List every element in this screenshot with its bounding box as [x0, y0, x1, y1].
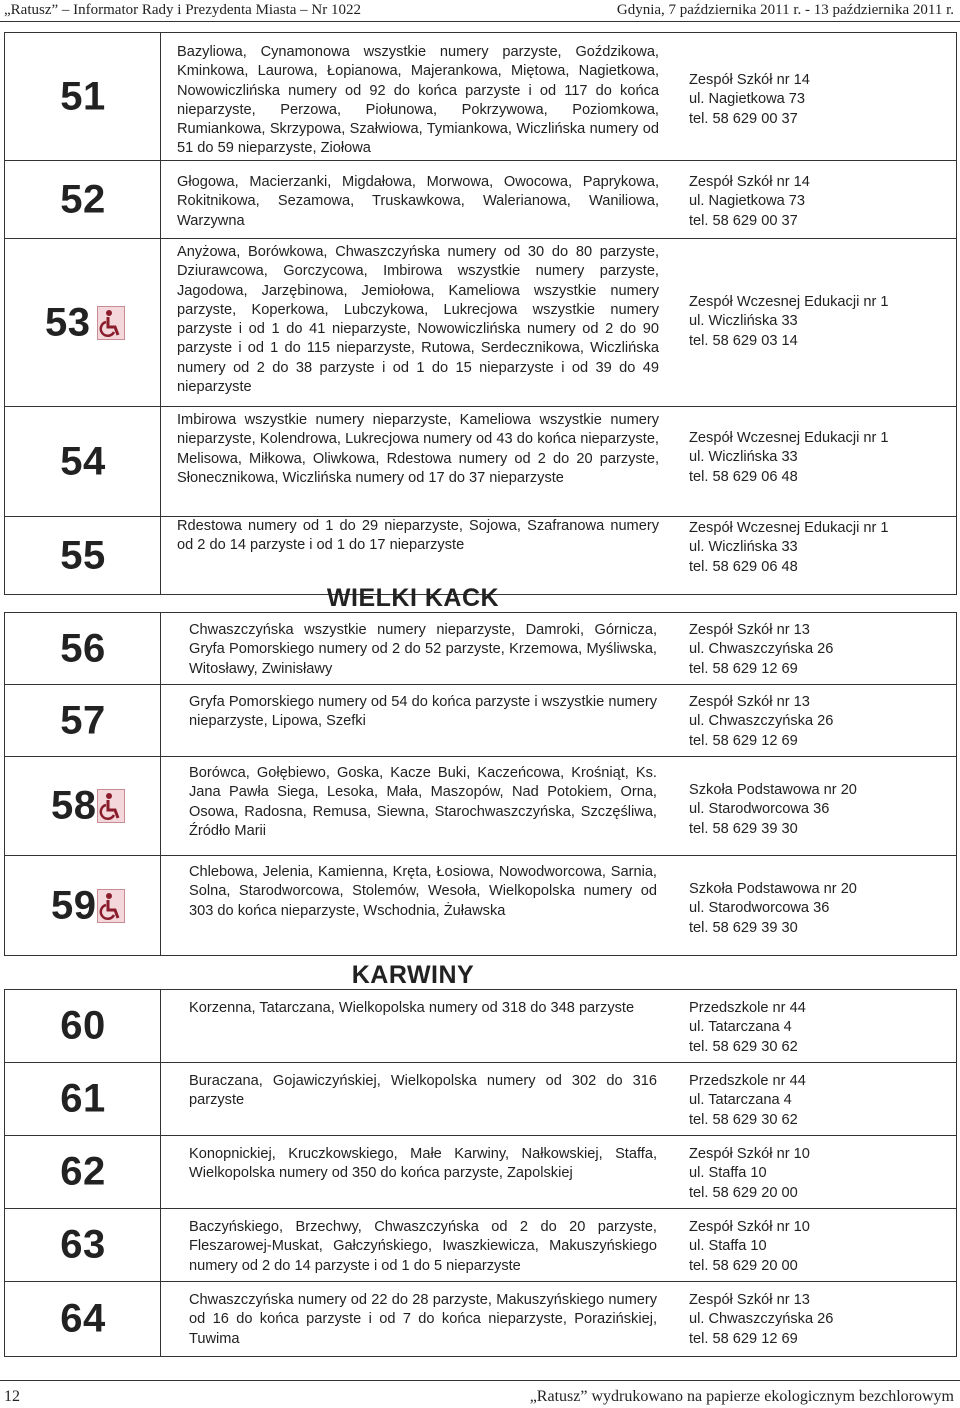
school-phone: tel. 58 629 12 69	[689, 1330, 798, 1347]
district-number-cell	[5, 407, 161, 516]
section-title-karwiny: KARWINY	[351, 961, 475, 989]
section-title-wielki-kack: WIELKI KACK	[326, 584, 500, 612]
header-publication: „Ratusz” – Informator Rady i Prezydenta Miasta – Nr 1022	[4, 2, 361, 18]
school-phone: tel. 58 629 30 62	[689, 1038, 798, 1055]
table-row	[5, 407, 956, 517]
streets-list: Chwaszczyńska numery od 22 do 28 parzyste, Makuszyńskiego numery od 16 do końca parzyste i od 7 do końca nieparzyste, Porazińskiej, Tuwima	[189, 1292, 657, 1347]
streets-list: Buraczana, Gojawiczyńskiej, Wielkopolska numery od 302 do 316 parzyste	[189, 1073, 657, 1109]
table-row	[5, 517, 956, 594]
district-number-cell	[5, 1282, 161, 1356]
school-name: Zespół Wczesnej Edukacji nr 1	[689, 430, 889, 446]
wheelchair-accessible-icon	[97, 889, 125, 923]
school-address: ul. Wiczlińska 33	[689, 539, 798, 556]
school-info	[689, 1218, 951, 1276]
streets-list: Rdestowa numery od 1 do 29 nieparzyste, Sojowa, Szafranowa numery od 2 do 14 parzyste i od 1 do 17 nieparzyste	[177, 518, 659, 554]
district-number-cell	[5, 1063, 161, 1135]
district-number: 64	[60, 1296, 106, 1341]
school-name: Szkoła Podstawowa nr 20	[689, 881, 857, 897]
streets-list: Korzenna, Tatarczana, Wielkopolska numery od 318 do 348 parzyste	[189, 1000, 635, 1016]
page-number: 12	[4, 1388, 20, 1405]
school-name: Szkoła Podstawowa nr 20	[689, 782, 857, 798]
table-row	[5, 757, 956, 856]
table-row	[5, 33, 956, 161]
table-row	[5, 990, 956, 1063]
school-info	[689, 1072, 951, 1130]
district-number: 51	[60, 74, 106, 118]
district-number: 56	[60, 626, 106, 670]
school-address: ul. Tatarczana 4	[689, 1092, 792, 1109]
district-number: 61	[60, 1076, 106, 1121]
streets-list: Imbirowa wszystkie numery nieparzyste, Kameliowa wszystkie numery nieparzyste, Kolendrowa, Lukrecjowa numery od 43 do końca nieparzyste, Melisowa, Miłkowa, Oliwkowa, Rdestowa numery od 2 do 20 parzyste, Słonecznikowa, Wiczlińska numery od 17 do 37 nieparzyste	[177, 412, 659, 486]
district-table-1	[4, 32, 957, 595]
district-number: 55	[60, 533, 106, 577]
school-info	[689, 519, 951, 577]
school-phone: tel. 58 629 39 30	[689, 919, 798, 936]
school-address: ul. Wiczlińska 33	[689, 313, 798, 330]
school-info	[689, 1291, 951, 1349]
district-table-2	[4, 612, 957, 956]
district-number-cell	[5, 239, 161, 406]
table-row	[5, 685, 956, 757]
district-number-cell	[5, 517, 161, 594]
streets-list: Głogowa, Macierzanki, Migdałowa, Morwowa, Owocowa, Paprykowa, Rokitnikowa, Sezamowa, Truskawkowa, Walerianowa, Waniliowa, Warzywna	[177, 174, 659, 229]
table-row	[5, 1209, 956, 1282]
school-address: ul. Nagietkowa 73	[689, 193, 806, 210]
school-name: Zespół Szkół nr 13	[689, 1292, 810, 1308]
school-name: Zespół Szkół nr 10	[689, 1146, 810, 1162]
district-number-cell	[5, 990, 161, 1062]
streets-list: Borówca, Gołębiewo, Goska, Kacze Buki, Kaczeńcowa, Krośniąt, Ks. Jana Pawła Siega, Lesoka, Mała, Maszopów, Nad Potokiem, Orna, Osowa, Radosna, Remusa, Siewna, Starochwaszczyńska, Szczęśliwa, Źródło Marii	[189, 765, 657, 839]
school-phone: tel. 58 629 06 48	[689, 468, 798, 485]
school-address: ul. Wiczlińska 33	[689, 449, 798, 466]
table-row	[5, 1136, 956, 1209]
school-address: ul. Chwaszczyńska 26	[689, 641, 834, 658]
school-address: ul. Tatarczana 4	[689, 1019, 792, 1036]
district-number: 58	[51, 783, 97, 828]
school-name: Zespół Szkół nr 14	[689, 174, 810, 190]
table-row	[5, 239, 956, 407]
wheelchair-accessible-icon	[97, 789, 125, 823]
school-name: Zespół Szkół nr 13	[689, 694, 810, 710]
district-number-cell	[5, 1209, 161, 1281]
school-info	[689, 999, 951, 1057]
district-number-cell	[5, 161, 161, 238]
school-info	[689, 693, 951, 751]
school-name: Zespół Szkół nr 13	[689, 622, 810, 638]
school-info	[689, 429, 951, 487]
school-address: ul. Staffa 10	[689, 1238, 767, 1255]
school-info	[689, 880, 951, 938]
streets-list: Chwaszczyńska wszystkie numery nieparzyste, Damroki, Górnicza, Gryfa Pomorskiego numery od 2 do 52 parzyste, Krzemowa, Myśliwska, Witosławy, Zwinisławy	[189, 622, 657, 677]
school-phone: tel. 58 629 12 69	[689, 660, 798, 677]
district-number: 60	[60, 1003, 106, 1048]
streets-list: Konopnickiej, Kruczkowskiego, Małe Karwiny, Nałkowskiej, Staffa, Wielkopolska numery od 350 do końca parzyste, Zapolskiej	[189, 1146, 657, 1182]
streets-list: Gryfa Pomorskiego numery od 54 do końca parzyste i wszystkie numery nieparzyste, Lipowa, Szefki	[189, 694, 657, 730]
school-phone: tel. 58 629 00 37	[689, 110, 798, 127]
table-row	[5, 1063, 956, 1136]
school-phone: tel. 58 629 30 62	[689, 1111, 798, 1128]
district-number: 59	[51, 883, 97, 927]
school-name: Przedszkole nr 44	[689, 1000, 806, 1016]
school-phone: tel. 58 629 20 00	[689, 1184, 798, 1201]
school-name: Zespół Wczesnej Edukacji nr 1	[689, 520, 889, 536]
district-number: 52	[60, 177, 106, 221]
school-phone: tel. 58 629 39 30	[689, 820, 798, 837]
district-number-cell	[5, 856, 161, 955]
school-address: ul. Nagietkowa 73	[689, 91, 806, 108]
district-number-cell	[5, 757, 161, 855]
table-row	[5, 161, 956, 239]
district-number: 54	[60, 439, 106, 483]
school-address: ul. Chwaszczyńska 26	[689, 713, 834, 730]
district-number: 62	[60, 1149, 106, 1194]
school-info	[689, 173, 951, 231]
page-header	[0, 0, 960, 22]
school-info	[689, 621, 951, 679]
school-address: ul. Starodworcowa 36	[689, 900, 830, 917]
school-name: Zespół Szkół nr 14	[689, 72, 810, 88]
school-phone: tel. 58 629 03 14	[689, 332, 798, 349]
district-number-cell	[5, 1136, 161, 1208]
school-address: ul. Chwaszczyńska 26	[689, 1311, 834, 1328]
district-table-3	[4, 989, 957, 1357]
district-number-cell	[5, 33, 161, 160]
school-address: ul. Starodworcowa 36	[689, 801, 830, 818]
school-info	[689, 781, 951, 839]
school-phone: tel. 58 629 20 00	[689, 1257, 798, 1274]
header-date-range: Gdynia, 7 października 2011 r. - 13 października 2011 r.	[616, 2, 954, 18]
school-name: Zespół Szkół nr 10	[689, 1219, 810, 1235]
school-name: Zespół Wczesnej Edukacji nr 1	[689, 294, 889, 310]
school-address: ul. Staffa 10	[689, 1165, 767, 1182]
school-info	[689, 293, 951, 351]
school-info	[689, 1145, 951, 1203]
footer-note: „Ratusz” wydrukowano na papierze ekologicznym bezchlorowym	[529, 1388, 954, 1405]
streets-list: Chlebowa, Jelenia, Kamienna, Kręta, Łosiowa, Nowodworcowa, Sarnia, Solna, Starodworcowa, Stolemów, Wesoła, Wielkopolska numery od 303 do końca nieparzyste, Wschodnia, Żuławska	[189, 864, 657, 919]
school-name: Przedszkole nr 44	[689, 1073, 806, 1089]
district-number-cell	[5, 613, 161, 684]
district-number: 57	[60, 698, 106, 742]
district-number: 53	[45, 300, 91, 344]
table-row	[5, 1282, 956, 1356]
school-info	[689, 71, 951, 129]
streets-list: Baczyńskiego, Brzechwy, Chwaszczyńska od 2 do 20 parzyste, Fleszarowej-Muskat, Gałczyńskiego, Iwaszkiewicza, Makuszyńskiego numery od 2 do 14 parzyste i od 1 do 5 nieparzyste	[189, 1219, 657, 1274]
wheelchair-accessible-icon	[97, 306, 125, 340]
school-phone: tel. 58 629 06 48	[689, 558, 798, 575]
district-number-cell	[5, 685, 161, 756]
page-footer	[0, 1380, 960, 1408]
table-row	[5, 856, 956, 955]
streets-list: Bazyliowa, Cynamonowa wszystkie numery parzyste, Goździkowa, Kminkowa, Laurowa, Łopianowa, Majerankowa, Miętowa, Nagietkowa, Nowowiczlińska numery od 92 do końca parzyste i od 117 do końca nieparzyste, Perzowa, Piołunowa, Pokrzywowa, Poziomkowa, Rumiankowa, Skrzypowa, Szałwiowa, Tymiankowa, Wiczlińska numery od 51 do 59 nieparzyste, Ziołowa	[177, 44, 659, 157]
district-number: 63	[60, 1222, 106, 1267]
school-phone: tel. 58 629 00 37	[689, 212, 798, 229]
table-row	[5, 613, 956, 685]
streets-list: Anyżowa, Borówkowa, Chwaszczyńska numery od 30 do 80 parzyste, Dziurawcowa, Gorczycowa, Imbirowa wszystkie numery parzyste, Jagodowa, Jarzębinowa, Jemiołowa, Kameliowa wszystkie numery parzyste, Koperkowa, Lubczykowa, Lukrecjowa wszystkie numery parzyste i od 1 do 41 nieparzyste, Nowowiczlińska numery od 2 do 90 parzyste i od 1 do 115 nieparzyste, Rutowa, Serdecznikowa, Wiczlińska numery od 2 do 38 parzyste i od 1 do 15 nieparzyste i od 39 do 49 nieparzyste	[177, 244, 659, 396]
school-phone: tel. 58 629 12 69	[689, 732, 798, 749]
